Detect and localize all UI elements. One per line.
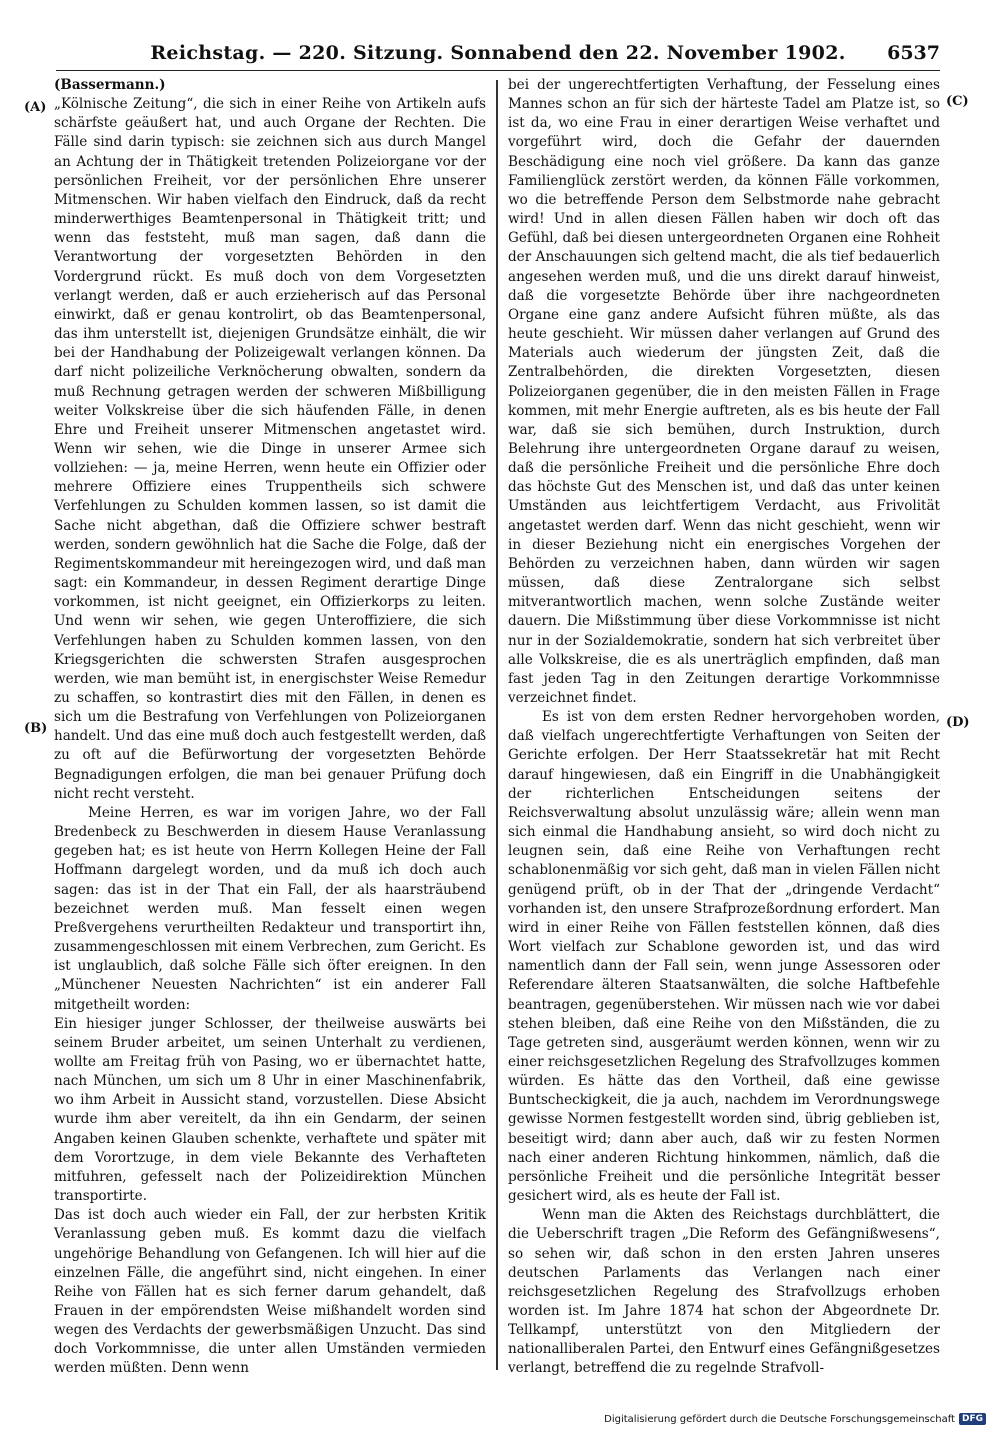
paragraph: Meine Herren, es war im vorigen Jahre, wo der Fall Bredenbeck zu Beschwerden in diesem Hause Veranlassung gegeben hat; es ist heute von Herrn Kollegen Heine der Fall Hoffmann dargelegt worden, und da muß ich doch auch sagen: das ist in der That ein Fall, der als haarsträubend bezeichnet werden muß. Man fesselt einen wegen Preßvergehens verurtheilten Redakteur und transportirt ihn, zusammengeschlossen mit einem Verbrechen, zum Gericht. Es ist unglaublich, daß solche Fälle sich öfter ereignen. In den „Münchener Neuesten Nachrichten“ ist ein anderer Fall mitgetheilt worden: bbox=[54, 804, 486, 1013]
quoted-passage: Ein hiesiger junger Schlosser, der theilweise auswärts bei seinem Bruder arbeitet, um seinen Unterhalt zu verdienen, wollte am Freitag früh von Pasing, wo er übernachtet hatte, nach München, um sich um 8 Uhr in einer Maschinenfabrik, wo ihm Arbeit in Aussicht stand, vorzustellen. Diese Absicht wurde ihm aber vereitelt, da ihn ein Gendarm, der seinen Angaben keinen Glauben schenkte, verhaftete und später mit dem Vorortzuge, in dem viele Bekannte des Verhafteten mitfuhren, gefesselt nach der Polizeidirektion München transportirte. bbox=[54, 1015, 486, 1205]
dfg-logo-icon: DFG bbox=[959, 1413, 986, 1425]
digitization-footer bbox=[604, 1413, 986, 1425]
margin-marker-a: (A) bbox=[24, 100, 47, 115]
margin-marker-c: (C) bbox=[946, 94, 969, 109]
paragraph: „Kölnische Zeitung“, die sich in einer Reihe von Artikeln aufs schärfste geäußert hat, und auch Organe der Rechten. Die Fälle sind darin typisch: sie zeichnen sich aus durch Mangel an Achtung der in Thätigkeit tretenden Polizeiorgane vor der persönlichen Freiheit, vor der persönlichen Ehre unserer Mitmenschen. Wir haben vielfach den Eindruck, daß da recht minderwerthiges Beamtenpersonal in Thätigkeit tritt; und wenn das feststeht, muß man sagen, daß dann die Verantwortung der vorgesetzten Behörden in den Vordergrund rückt. Es muß doch von dem Vorgesetzten verlangt werden, daß er auch erzieherisch auf das Personal einwirkt, daß er genau kontrolirt, ob das Beamtenpersonal, das ihm unterstellt ist, diejenigen Grundsätze einhält, die wir bei der Handhabung der Polizeigewalt verlangen können. Da darf nicht polizeiliche Verknöcherung obwalten, sondern da muß Rechnung getragen werden der schweren Mißbilligung weiter Volkskreise über die sich häufenden Fälle, in denen Ehre und Freiheit unserer Mitmenschen angetastet wird. Wenn wir sehen, wie die Dinge in unserer Armee sich vollziehen: — ja, meine Herren, wenn heute ein Offizier oder mehrere Offiziere eines Truppentheils sich schwere Verfehlungen zu Schulden kommen lassen, so ist damit die Sache nicht abgethan, daß die Offiziere schwer bestraft werden, sondern gewöhnlich hat die Sache die Folge, daß der Regimentskommandeur mit hereingezogen wird, und daß man sagt: ein Kommandeur, in dessen Regiment derartige Dinge vorkommen, ist nicht geeignet, ein Offizierkorps zu leiten. Und wenn wir sehen, wie gegen Unteroffiziere, die sich Verfehlungen haben zu Schulden kommen lassen, von den Kriegsgerichten die schwersten Strafen ausgesprochen werden, wie man bemüht ist, in energischster Weise Remedur zu schaffen, so kontrastirt dies mit den Fällen, in denen es sich um die Bestrafung von Verfehlungen von Polizeiorganen handelt. Und das eine muß doch auch festgestellt werden, daß zu oft auf die Befürwortung der vorgesetzten Behörde Begnadigungen erfolgen, die man bei genauer Prüfung doch nicht recht versteht. bbox=[54, 96, 486, 802]
funding-credit: Digitalisierung gefördert durch die Deutsche Forschungsgemeinschaft bbox=[604, 1413, 955, 1425]
right-column bbox=[508, 76, 940, 1379]
margin-marker-d: (D) bbox=[946, 715, 970, 730]
speaker-label: (Bassermann.) bbox=[54, 77, 166, 93]
paragraph: Wenn man die Akten des Reichstags durchblättert, die die Ueberschrift tragen „Die Reform des Gefängnißwesens“, so sehen wir, daß schon in den ersten Jahren unseres deutschen Parlaments das Verlangen nach einer reichsgesetzlichen Regelung des Strafvollzugs erhoben worden ist. Im Jahre 1874 hat schon der Abgeordnete Dr. Tellkampf, unterstützt von den Mitgliedern der nationalliberalen Partei, den Entwurf eines Gefängnißgesetzes verlangt, betreffend die zu regelnde Strafvoll- bbox=[508, 1207, 940, 1377]
margin-marker-b: (B) bbox=[24, 721, 48, 736]
left-column bbox=[54, 76, 486, 1379]
page-header bbox=[56, 40, 940, 71]
running-title: Reichstag. — 220. Sitzung. Sonnabend den 22. November 1902. bbox=[150, 42, 846, 64]
column-divider bbox=[496, 80, 498, 1370]
paragraph: Das ist doch auch wieder ein Fall, der zur herbsten Kritik Veranlassung geben muß. Es kommt dazu die vielfach ungehörige Behandlung von Gefangenen. Ich will hier auf die einzelnen Fälle, die angeführt sind, nicht eingehen. In einer Reihe von Fällen hat es sich ferner darum gehandelt, daß Frauen in der empörendsten Weise mißhandelt worden sind wegen des Verdachts der gewerbsmäßigen Unzucht. Das sind doch Vorkommnisse, die unter allen Umständen vermieden werden müßten. Denn wenn bbox=[54, 1207, 486, 1377]
paragraph: Es ist von dem ersten Redner hervorgehoben worden, daß vielfach ungerechtfertigte Verhaftungen von Seiten der Gerichte erfolgen. Der Herr Staatssekretär hat mit Recht darauf hingewiesen, daß ein Eingriff in die Unabhängigkeit der richterlichen Entscheidungen seitens der Reichsverwaltung absolut unzulässig wäre; allein wenn man sich einmal die Handhabung ansieht, so wird doch nicht zu leugnen sein, daß eine Reihe von Verhaftungen recht schablonenmäßig vor sich geht, daß man in vielen Fällen nicht genügend prüft, ob in der That der „dringende Verdacht“ vorhanden ist, den unsere Strafprozeßordnung erfordert. Man wird in einer Reihe von Fällen feststellen können, daß dies Wort vielfach zur Schablone geworden ist, und das wird namentlich dann der Fall sein, wenn junge Assessoren oder Referendare älteren Staatsanwälten, die solche Haftbefehle beantragen, gegenüberstehen. Wir müssen nach wie vor dabei stehen bleiben, daß eine Reihe von den Mißständen, die zu Tage getreten sind, ausgeräumt werden können, wenn wir zu einer reichsgesetzlichen Regelung des Strafvollzuges kommen würden. Es hätte das den Vortheil, daß eine gewisse Buntscheckigkeit, die ja auch, nachdem im Verordnungswege gewisse Normen festgestellt worden sind, übrig geblieben ist, beseitigt wird; dann aber auch, daß wir zu festen Normen nach einer anderen Richtung hinkommen, nämlich, daß die persönliche Freiheit und die persönliche Integrität besser gesichert wird, als es heute der Fall ist. bbox=[508, 709, 940, 1205]
paragraph: bei der ungerechtfertigten Verhaftung, der Fesselung eines Mannes schon an für sich der härteste Tadel am Platze ist, so ist da, wo eine Frau in einer derartigen Weise verhaftet und vorgeführt wird, doch die Gefahr der dauernden Beschädigung eine noch viel größere. Da kann das ganze Familienglück zerstört werden, da können Fälle vorkommen, wo die betreffende Person dem Selbstmorde nahe gebracht wird! Und in allen diesen Fällen haben wir doch oft das Gefühl, daß bei diesen untergeordneten Organen eine Rohheit der Anschauungen sich geltend macht, die als tief bedauerlich angesehen werden muß, und die uns direkt darauf hinweist, daß die vorgesetzte Behörde über ihre nachgeordneten Organe eine ganz andere Aufsicht führen müßte, als das heute geschieht. Wir müssen daher verlangen auf Grund des Materials auch wiederum der jüngsten Zeit, daß die Zentralbehörden, die direkten Vorgesetzten, diesen Polizeiorganen gegenüber, die in den meisten Fällen in Frage kommen, mit mehr Energie auftreten, als es bis heute der Fall war, daß sie sich bemühen, durch Instruktion, durch Belehrung ihre untergeordneten Organe darauf zu weisen, daß die persönliche Freiheit und die persönliche Ehre doch das höchste Gut des Menschen ist, und daß das unter keinen Umständen aus leichtfertigem Verdacht, aus Frivolität angetastet werden darf. Wenn das nicht geschieht, wenn wir in dieser Beziehung nicht ein energisches Vorgehen der Behörden zu verzeichnen haben, dann würden wir sagen müssen, daß diese Zentralorgane sich selbst mitverantwortlich machen, wenn solche Zustände weiter dauern. Die Mißstimmung über diese Vorkommnisse ist nicht nur in der Sozialdemokratie, sondern hat sich verbreitet über alle Volkskreise, die es als unerträglich empfinden, daß man fast jeden Tag in den Zeitungen derartige Vorkommnisse verzeichnet findet. bbox=[508, 77, 940, 706]
page-number: 6537 bbox=[887, 42, 940, 64]
